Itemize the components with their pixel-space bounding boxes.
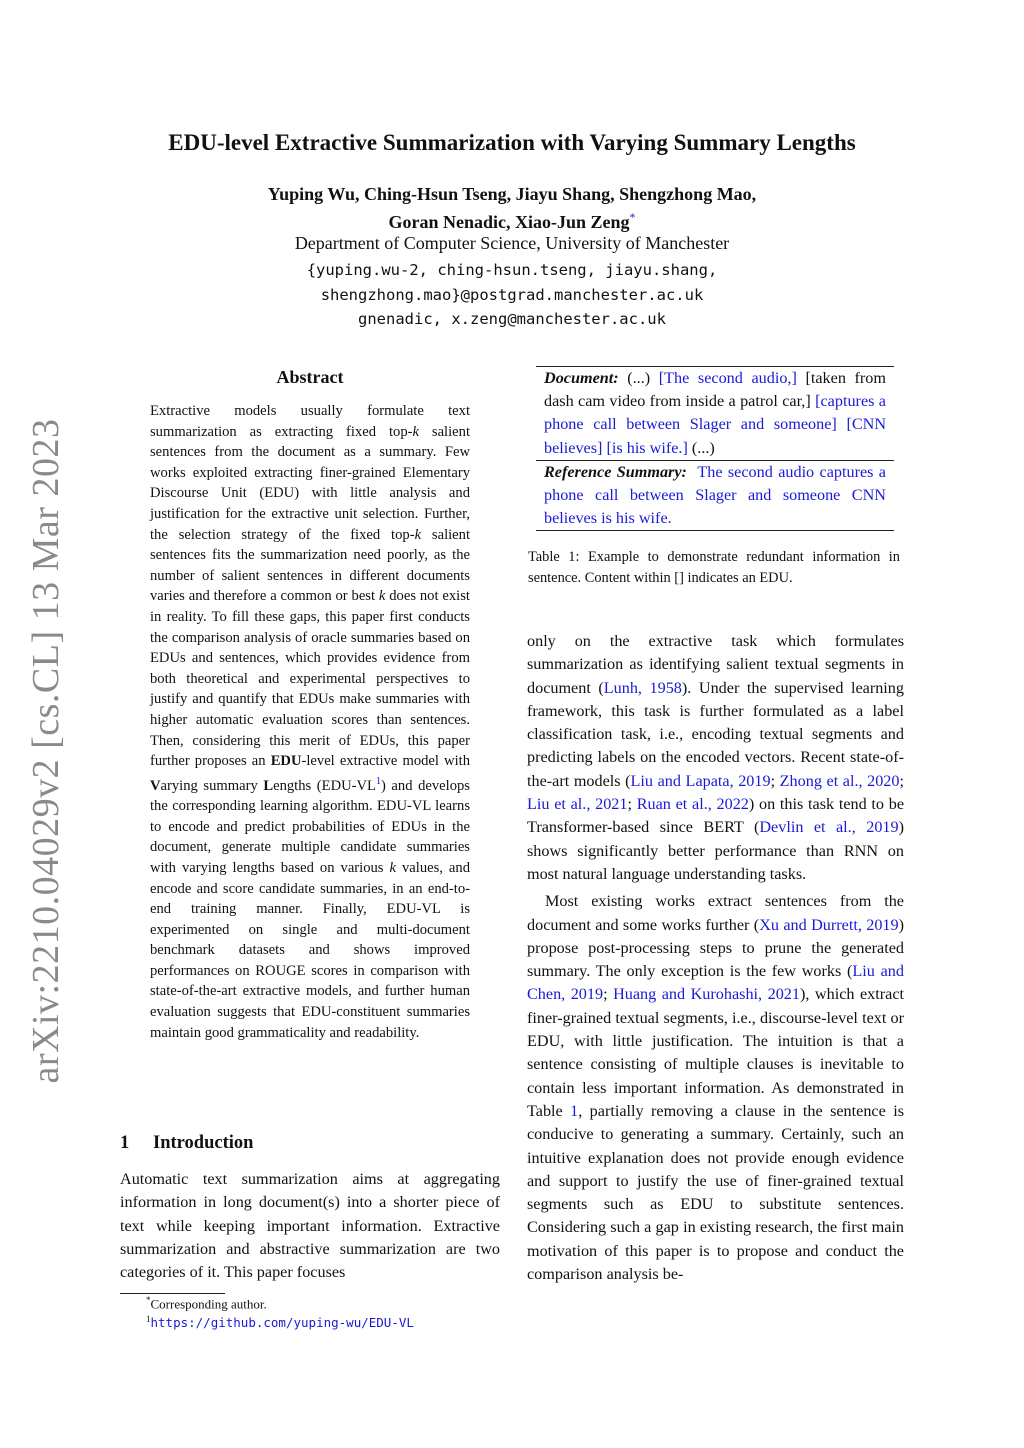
- paragraph-1: [527, 630, 904, 886]
- abstract-text-6: arying summary: [160, 777, 264, 794]
- authors-line-2-text: Goran Nenadic, Xiao-Jun Zeng: [388, 212, 630, 232]
- abstract-text-8: ) and develops the corresponding learning algorithm. EDU-VL learns to encode and predict probabilities of EDUs in the document, generate multiple candidate summaries with varying lengths based on various: [150, 777, 470, 876]
- abstract-text-4: does not exist in reality. To fill these gaps, this paper first conducts the comparison analysis of oracle summaries based on EDUs and sentences, which provides evidence from both theoretical and experimental perspectives to justify and quantify that EDUs make summaries with higher automatic evaluation scores than sentences. Then, considering this merit of EDUs, this paper further proposes an: [150, 588, 470, 770]
- abstract-text-1: Extractive models usually formulate text summarization as extracting fixed top-: [150, 403, 470, 440]
- authors-line-1: Yuping Wu, Ching-Hsun Tseng, Jiayu Shang, Shengzhong Mao,: [267, 184, 757, 204]
- doc-text-1: (...): [618, 369, 659, 387]
- arxiv-identifier: arXiv:2210.04029v2 [cs.CL] 13 Mar 2023: [25, 418, 67, 1084]
- p2-text-a: Most existing works extract sentences from the document and some works further (: [527, 892, 904, 934]
- footnote-corresponding-text: Corresponding author.: [150, 1296, 267, 1312]
- citation-devlin[interactable]: Devlin et al., 2019: [759, 818, 899, 837]
- table-reference-cell: [536, 460, 894, 531]
- author-emails: [120, 258, 904, 332]
- abstract-k-2: k: [414, 526, 422, 543]
- footnote-ref-1[interactable]: 1: [375, 775, 381, 787]
- paper-title: EDU-level Extractive Summarization with Varying Summary Lengths: [168, 130, 856, 155]
- paragraph-2: [527, 890, 904, 1286]
- table-document-cell: [536, 367, 894, 460]
- reference-summary-text: The second audio captures a phone call between Slager and someone CNN believes is his wife.: [544, 462, 886, 528]
- section-number: 1: [120, 1133, 130, 1153]
- abstract-body: [150, 401, 470, 1043]
- document-label: Document:: [544, 369, 619, 387]
- citation-xu-durrett[interactable]: Xu and Durrett, 2019: [759, 915, 899, 934]
- footnote-divider: [120, 1293, 225, 1294]
- abstract-text-3: salient sentences fits the summarization need poorly, as the number of salient sentences in different documents varies and therefore a common or best: [150, 526, 471, 605]
- corresponding-author-mark[interactable]: *: [629, 210, 636, 224]
- doc-text-3: [837, 415, 847, 433]
- abstract-text-2: salient sentences from the document as a summary. Few works exploited extracting finer-grained Elementary Discourse Unit (EDU) with little analysis and justification for the extractive unit selection. Further, the selection strategy of the fixed top-: [150, 423, 470, 543]
- edu-1: [The second audio,]: [658, 369, 797, 387]
- abstract-text-5: -level extractive model with: [301, 753, 470, 770]
- p1-text-d: ) shows significantly better performance than RNN on most natural language understanding tasks.: [527, 818, 904, 883]
- email-line-2: shengzhong.mao}@postgrad.manchester.ac.uk: [320, 285, 704, 304]
- citation-liu-lapata[interactable]: Liu and Lapata, 2019: [630, 771, 771, 790]
- affiliation: Department of Computer Science, University of Manchester: [294, 233, 730, 253]
- citation-ruan[interactable]: Ruan et al., 2022: [636, 795, 749, 814]
- footnote-code-link: [146, 1314, 414, 1330]
- table-reference[interactable]: 1: [570, 1101, 579, 1120]
- p1-text-c: ) on this task tend to be Transformer-based since BERT (: [527, 795, 905, 837]
- sep-4: ;: [603, 985, 614, 1004]
- abstract-k-4: k: [389, 859, 396, 876]
- abstract-k-3: k: [378, 588, 386, 605]
- p2-text-c: ), which extract finer-grained textual segments, i.e., discourse-level text or EDU, with little justification. The intuition is that a sentence consisting of multiple clauses is inevitable to contain less important information. As demonstrated in Table: [527, 985, 905, 1120]
- code-url-link[interactable]: https://github.com/yuping-wu/EDU-VL: [150, 1315, 414, 1331]
- sep-1: ;: [770, 771, 780, 790]
- citation-liu-chen[interactable]: Liu and Chen, 2019: [527, 962, 904, 1004]
- abstract-bold-l: L: [263, 777, 274, 794]
- edu-4: [is his wife.]: [606, 438, 688, 457]
- email-line-3: gnenadic, x.zeng@manchester.ac.uk: [358, 310, 666, 328]
- right-column-text: [527, 630, 904, 1286]
- abstract-text-9: values, and encode and score candidate summaries, in an end-to-end training manner. Finally, EDU-VL is experimented on single and multi-document benchmark datasets and shows improved performances on ROUGE scores in comparison with state-of-the-art extractive models, and further human evaluation suggests that EDU-constituent summaries maintain good grammaticality and readability.: [150, 859, 470, 1041]
- p2-text-d: , partially removing a clause in the sentence is conducive to generating a summary. Certainly, such an intuitive explanation does not provide enough evidence and support to justify the use of finer-grained textual segments such as EDU to substitute sentences. Considering such a gap in existing research, the first main motivation of this paper is to propose and conduct the comparison analysis be-: [527, 1101, 904, 1284]
- reference-label: Reference Summary:: [544, 462, 687, 481]
- introduction-text: Automatic text summarization aims at aggregating information in long document(s) into a shorter piece of text while keeping important information. Extractive summarization and abstractive summarization are two categories of it. This paper focuses: [120, 1170, 500, 1282]
- doc-text-5: (...): [687, 438, 715, 457]
- sep-2: ;: [899, 771, 904, 790]
- sep-3: ;: [627, 795, 637, 814]
- citation-liu-2021[interactable]: Liu et al., 2021: [527, 795, 628, 814]
- abstract-bold-v: V: [150, 777, 161, 794]
- introduction-heading: [120, 1133, 253, 1154]
- author-list: [120, 183, 904, 234]
- section-title: Introduction: [153, 1133, 254, 1153]
- authors-line-2: [120, 206, 904, 234]
- footnote-number: 1: [146, 1314, 151, 1324]
- citation-zhong[interactable]: Zhong et al., 2020: [779, 771, 900, 790]
- abstract-k-1: k: [412, 423, 419, 440]
- citation-lunh[interactable]: Lunh, 1958: [603, 678, 682, 697]
- doc-text-2: [taken from dash cam video from inside a patrol car,]: [544, 369, 886, 411]
- abstract-bold-edu: EDU: [270, 753, 302, 770]
- footnote-corresponding: [146, 1295, 267, 1312]
- footnote-star: *: [146, 1295, 151, 1305]
- citation-huang-kurohashi[interactable]: Huang and Kurohashi, 2021: [613, 985, 800, 1004]
- p1-text-a: only on the extractive task which formulates summarization as identifying salient textual segments in document (: [527, 632, 904, 697]
- p1-text-b: ). Under the supervised learning framework, this task is further formulated as a label classification task, i.e., encoding textual segments and predicting labels on the encoded vectors. Recent state-of-the-art models (: [527, 678, 904, 790]
- email-line-1: {yuping.wu-2, ching-hsun.tseng, jiayu.shang,: [306, 261, 718, 279]
- p2-text-b: ) propose post-processing steps to prune the generated summary. The only exception is the few works (: [527, 915, 905, 981]
- abstract-text-7: engths (EDU-VL: [273, 777, 376, 794]
- table-1-caption: Table 1: Example to demonstrate redundant information in sentence. Content within [] indicates an EDU.: [528, 549, 900, 586]
- abstract-heading: Abstract: [276, 367, 344, 387]
- edu-2: [captures a phone call between Slager and someone]: [544, 392, 886, 434]
- table-1: [536, 366, 894, 531]
- edu-3: [CNN believes]: [544, 415, 887, 457]
- arxiv-sidebar: [16, 418, 76, 1084]
